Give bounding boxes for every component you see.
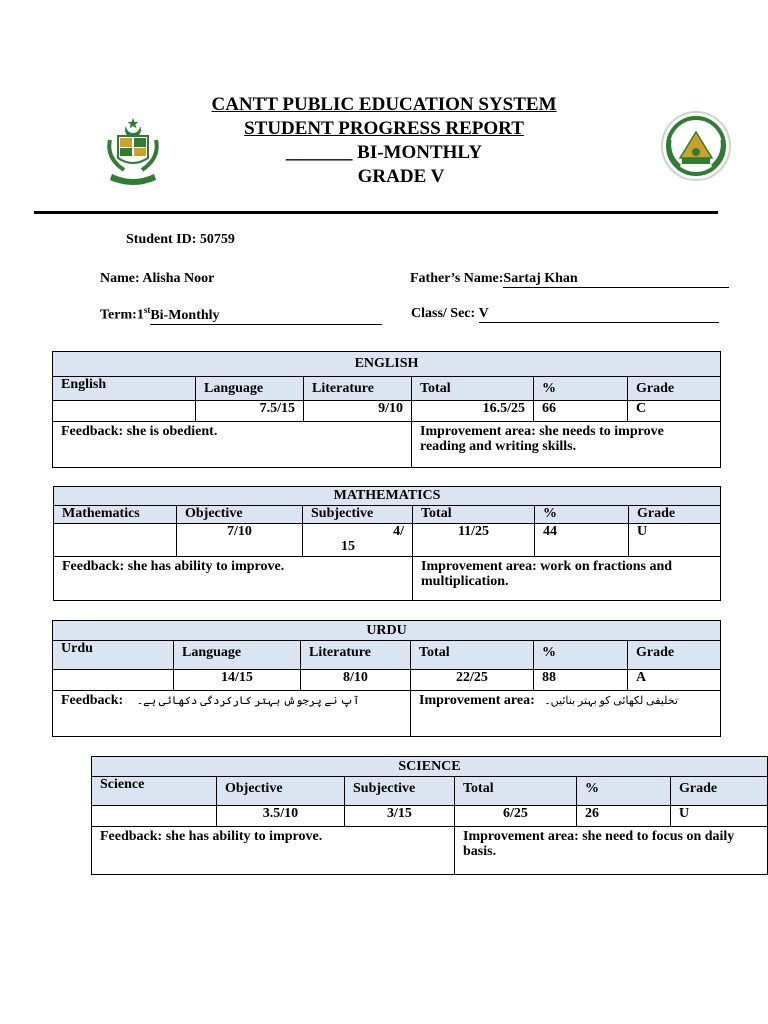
table-header: Grade [628,641,721,670]
header-divider [34,211,718,214]
table-row [92,806,768,827]
report-period: _______ BI-MONTHLY [285,142,483,163]
table-row [53,352,721,377]
urdu-language-score: 14/15 [174,670,301,691]
table-header: Mathematics [54,506,177,524]
math-improvement: Improvement area: work on fractions and multiplication. [413,557,721,601]
student-id [126,232,235,248]
english-table [52,351,721,468]
table-header: Subjective [345,777,455,806]
table-header: % [534,641,628,670]
report-title: STUDENT PROGRESS REPORT [244,118,524,139]
english-literature-score: 9/10 [304,401,412,422]
table-row [54,557,721,601]
table-header: Grade [628,377,721,401]
table-row [53,641,721,670]
table-row [53,401,721,422]
table-row [53,377,721,401]
father-name-value: Sartaj Khan [503,271,729,288]
table-header: Language [174,641,301,670]
class-section [411,306,727,323]
english-grade: C [628,401,721,422]
table-cell [53,670,174,691]
math-subjective-score [303,524,413,557]
student-name-label: Name: [100,271,140,286]
math-grade: U [629,524,721,557]
table-header: English [53,377,196,401]
science-improvement: Improvement area: she need to focus on daily basis. [455,827,768,875]
father-name-label: Father’s Name: [410,271,504,286]
student-name [100,271,214,287]
table-cell [53,401,196,422]
table-header: Subjective [303,506,413,524]
table-header: Objective [217,777,345,806]
table-header: Total [413,506,535,524]
table-header: % [534,377,628,401]
table-header: Literature [304,377,412,401]
science-total: 6/25 [455,806,577,827]
urdu-feedback [53,691,411,737]
table-header: Urdu [53,641,174,670]
term-label: Term: [100,307,137,323]
table-row [92,827,768,875]
table-row [92,757,768,777]
table-header: Total [412,377,534,401]
science-subjective-score: 3/15 [345,806,455,827]
table-row [53,670,721,691]
english-language-score: 7.5/15 [196,401,304,422]
table-row [92,777,768,806]
table-header: Science [92,777,217,806]
table-row [54,487,721,506]
table-row [53,621,721,641]
term-value: Bi-Monthly [150,308,382,325]
table-cell [92,806,217,827]
table-header: Total [411,641,534,670]
urdu-total: 22/25 [411,670,534,691]
urdu-improvement [411,691,721,737]
science-percent: 26 [577,806,671,827]
table-row [53,691,721,737]
english-title: ENGLISH [53,352,721,377]
term-number: 1 [136,307,144,323]
science-objective-score: 3.5/10 [217,806,345,827]
table-header: Language [196,377,304,401]
father-name [410,271,736,288]
urdu-grade: A [628,670,721,691]
student-name-value: Alisha Noor [142,271,215,286]
school-name: CANTT PUBLIC EDUCATION SYSTEM [211,94,557,115]
math-feedback: Feedback: she has ability to improve. [54,557,413,601]
science-grade: U [671,806,768,827]
term-suffix: st [143,305,151,315]
table-header: Grade [629,506,721,524]
table-header: Objective [177,506,303,524]
table-row [53,422,721,468]
math-title: MATHEMATICS [54,487,721,506]
math-subjective-part: 15 [341,539,355,554]
table-header: Grade [671,777,768,806]
urdu-improvement-text: تخلیقی لکھائی کو بہتر بنائیں۔ [544,695,678,707]
urdu-literature-score: 8/10 [301,670,411,691]
table-header: % [535,506,629,524]
english-percent: 66 [534,401,628,422]
student-id-value: 50759 [199,232,235,247]
class-label: Class/ Sec: [411,306,476,321]
urdu-feedback-label: Feedback: [61,693,124,708]
science-feedback: Feedback: she has ability to improve. [92,827,455,875]
class-value: V [479,306,719,323]
student-id-label: Student ID: [126,232,197,247]
science-table [91,756,768,875]
term [100,305,382,325]
urdu-percent: 88 [534,670,628,691]
table-header: % [577,777,671,806]
urdu-table [52,620,721,737]
urdu-improvement-label: Improvement area: [419,693,535,708]
science-title: SCIENCE [92,757,768,777]
urdu-feedback-text: آپ نے پرجوش بہتر کارکردگی دکھائی ہے۔ [136,695,360,707]
math-subjective-part: 4/ [393,524,404,539]
math-objective-score: 7/10 [177,524,303,557]
table-header: Total [455,777,577,806]
table-cell [54,524,177,557]
math-table [53,486,721,601]
english-improvement: Improvement area: she needs to improve reading and writing skills. [412,422,721,468]
table-row [54,506,721,524]
urdu-title: URDU [53,621,721,641]
english-total: 16.5/25 [412,401,534,422]
english-feedback: Feedback: she is obedient. [53,422,412,468]
grade-level: GRADE V [357,166,445,187]
table-row [54,524,721,557]
math-percent: 44 [535,524,629,557]
math-total: 11/25 [413,524,535,557]
table-header: Literature [301,641,411,670]
